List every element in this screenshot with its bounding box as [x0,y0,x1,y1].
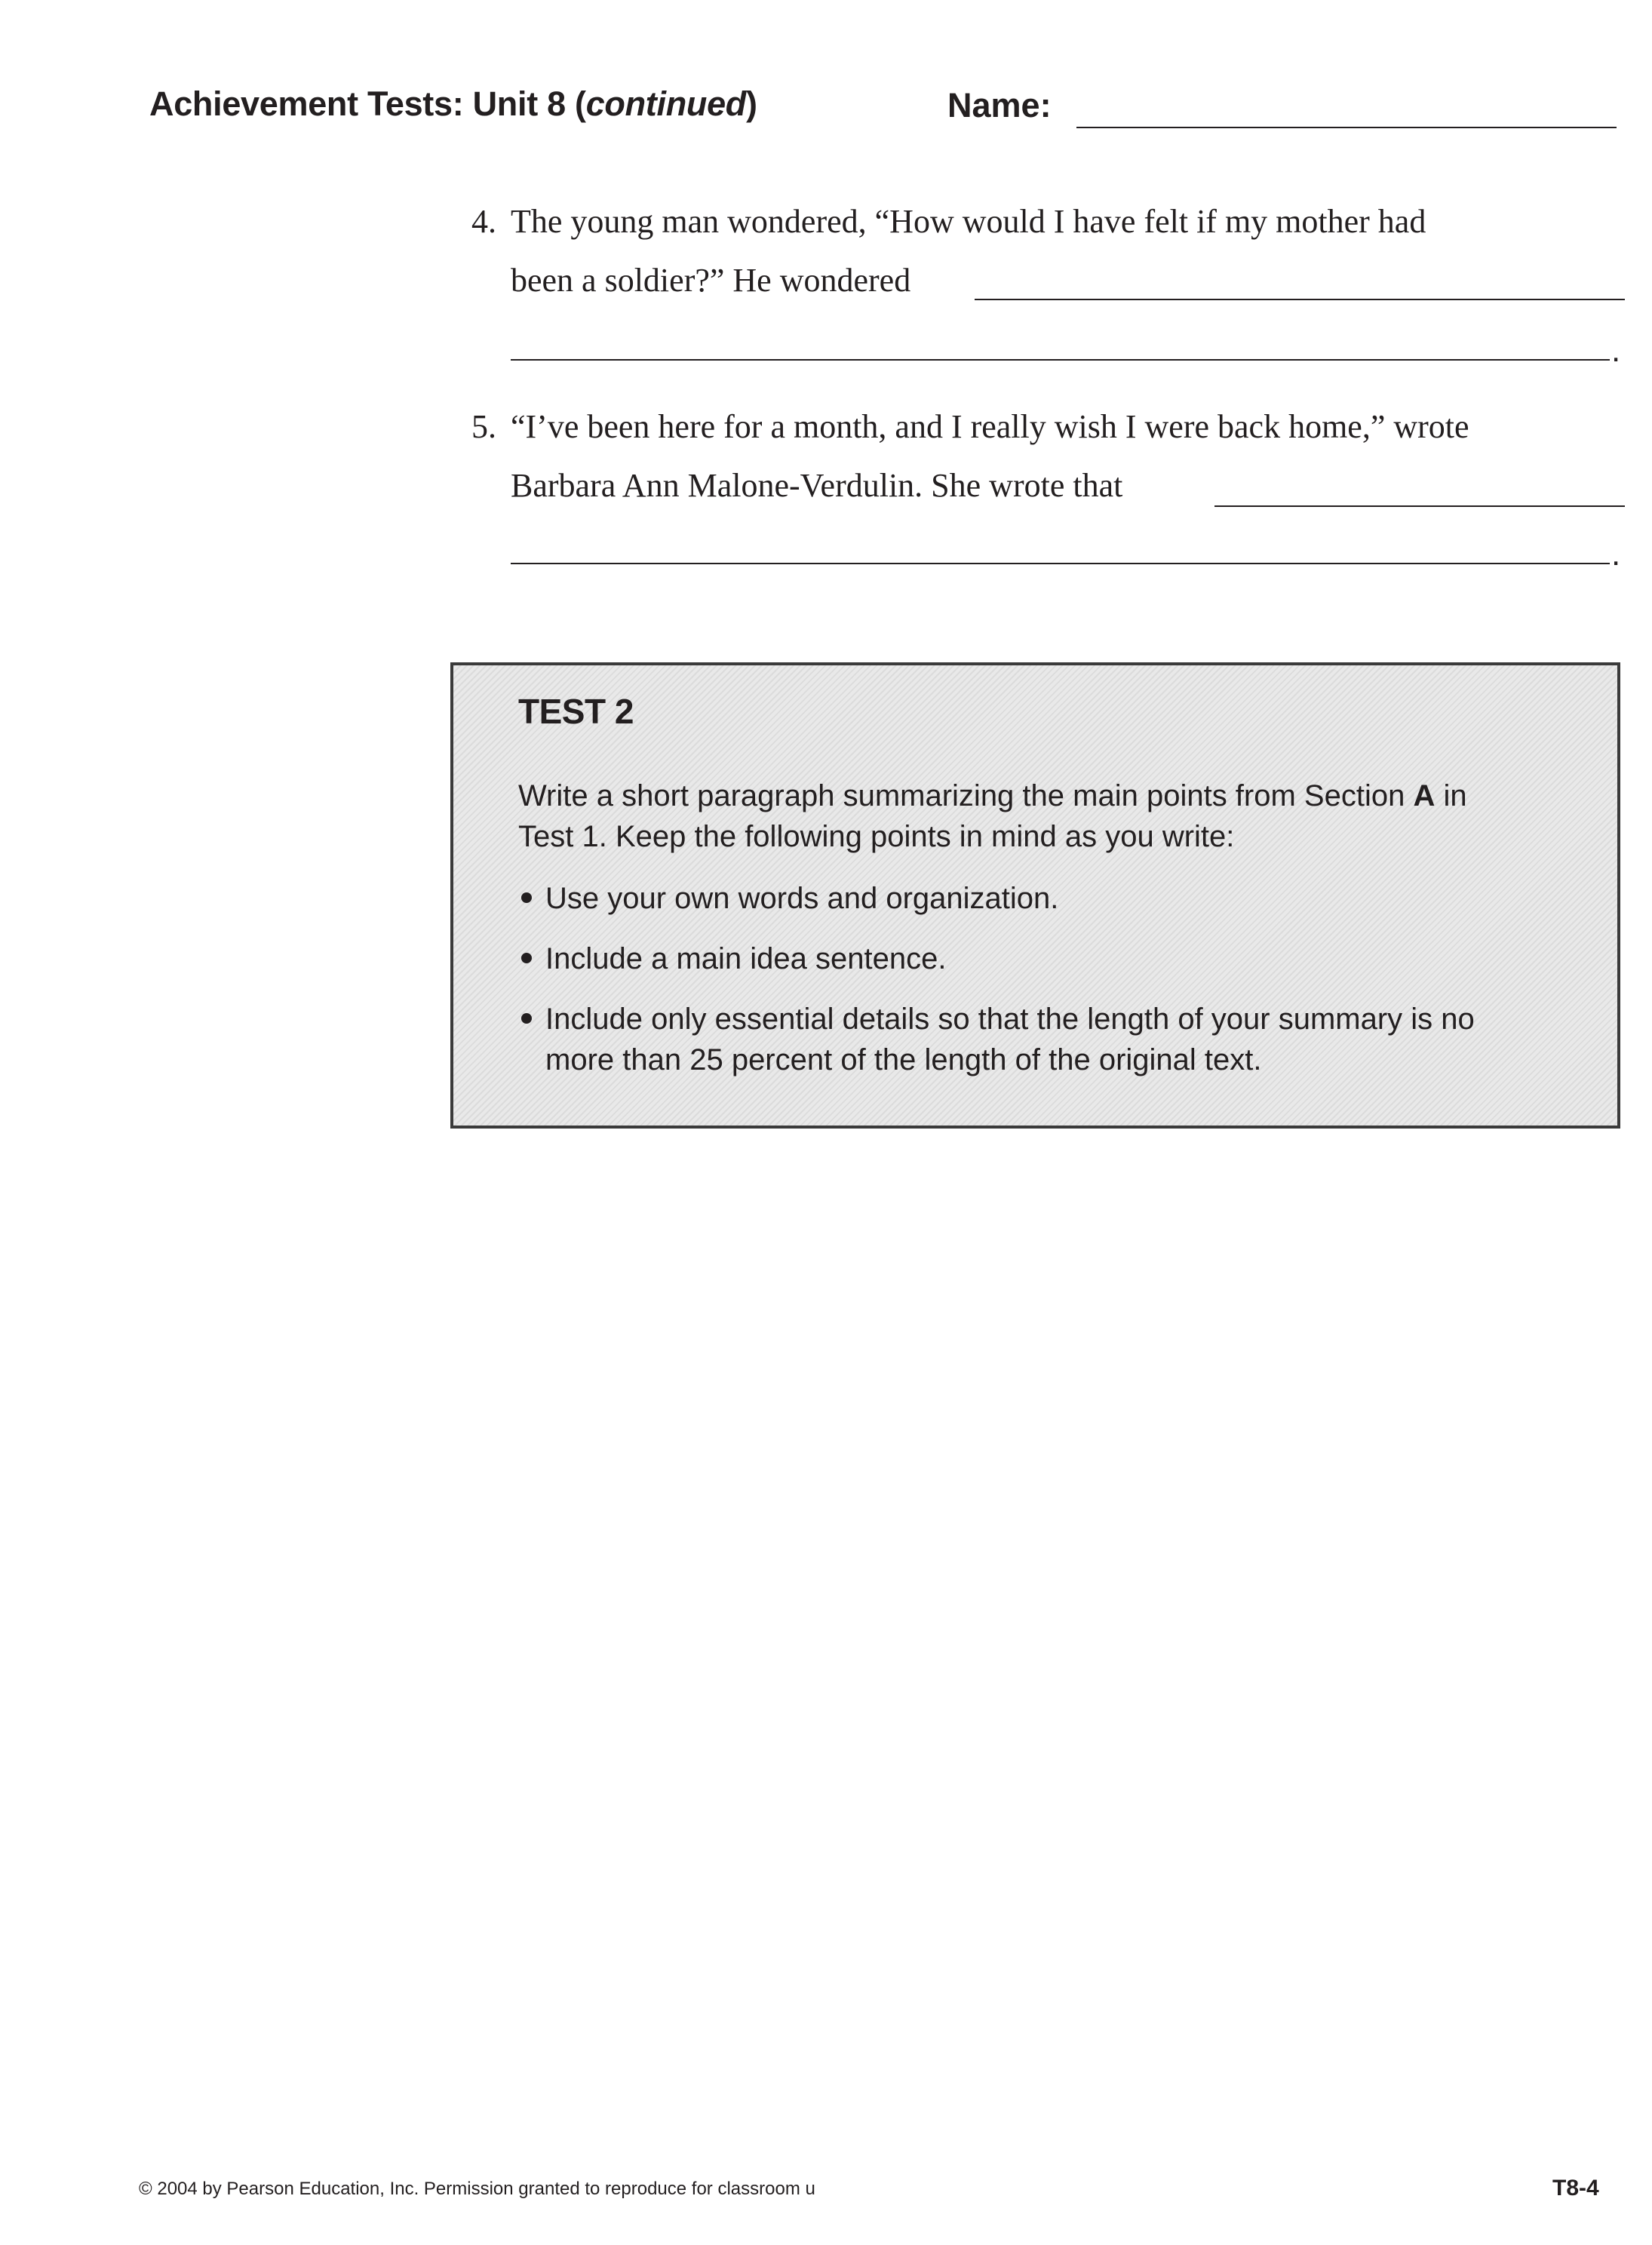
answer-period: . [1611,536,1621,573]
bullet-icon [521,892,532,903]
answer-period: . [1611,332,1621,369]
test-2-box [450,662,1620,1129]
question-5 [471,407,1626,573]
instructions-part-1: Write a short paragraph summarizing the main points from Section [518,779,1414,812]
question-line-1: “I’ve been here for a month, and I really wish I were back home,” wrote [511,408,1469,445]
answer-line[interactable] [1214,505,1625,507]
name-field-line[interactable] [1076,127,1617,128]
question-4 [471,202,1626,368]
answer-line[interactable] [511,563,1610,564]
bullet-text: Include only essential details so that the length of your summary is no more than 25 percent of the length of the original text. [545,1003,1475,1076]
instructions-part-2: in Test 1. Keep the following points in mind as you write: [518,779,1467,853]
page-number: T8-4 [1552,2176,1599,2200]
bullet-icon [521,953,532,963]
question-number: 5. [471,408,496,445]
test-2-bullet-list [518,878,1529,1100]
footer-copyright: © 2004 by Pearson Education, Inc. Permission granted to reproduce for classroom u [139,2179,815,2199]
question-line-2: been a soldier?” He wondered [511,262,911,299]
question-line-2: Barbara Ann Malone-Verdulin. She wrote that [511,467,1123,504]
name-label: Name: [947,86,1052,124]
bullet-item [518,938,1529,979]
bullet-item [518,999,1529,1080]
instructions-section-letter: A [1413,779,1436,812]
bullet-text: Include a main idea sentence. [545,942,947,975]
question-line-1: The young man wondered, “How would I have felt if my mother had [511,203,1426,240]
bullet-text: Use your own words and organization. [545,882,1059,915]
title-main: Achievement Tests: Unit 8 ( [149,84,586,123]
answer-line[interactable] [975,299,1625,300]
page-title [149,84,757,124]
test-2-title: TEST 2 [518,692,634,731]
question-number: 4. [471,203,496,240]
title-close: ) [745,84,757,123]
answer-line[interactable] [511,359,1610,361]
title-italic: continued [585,84,746,123]
bullet-icon [521,1013,532,1024]
test-2-instructions [518,775,1514,857]
bullet-item [518,878,1529,919]
